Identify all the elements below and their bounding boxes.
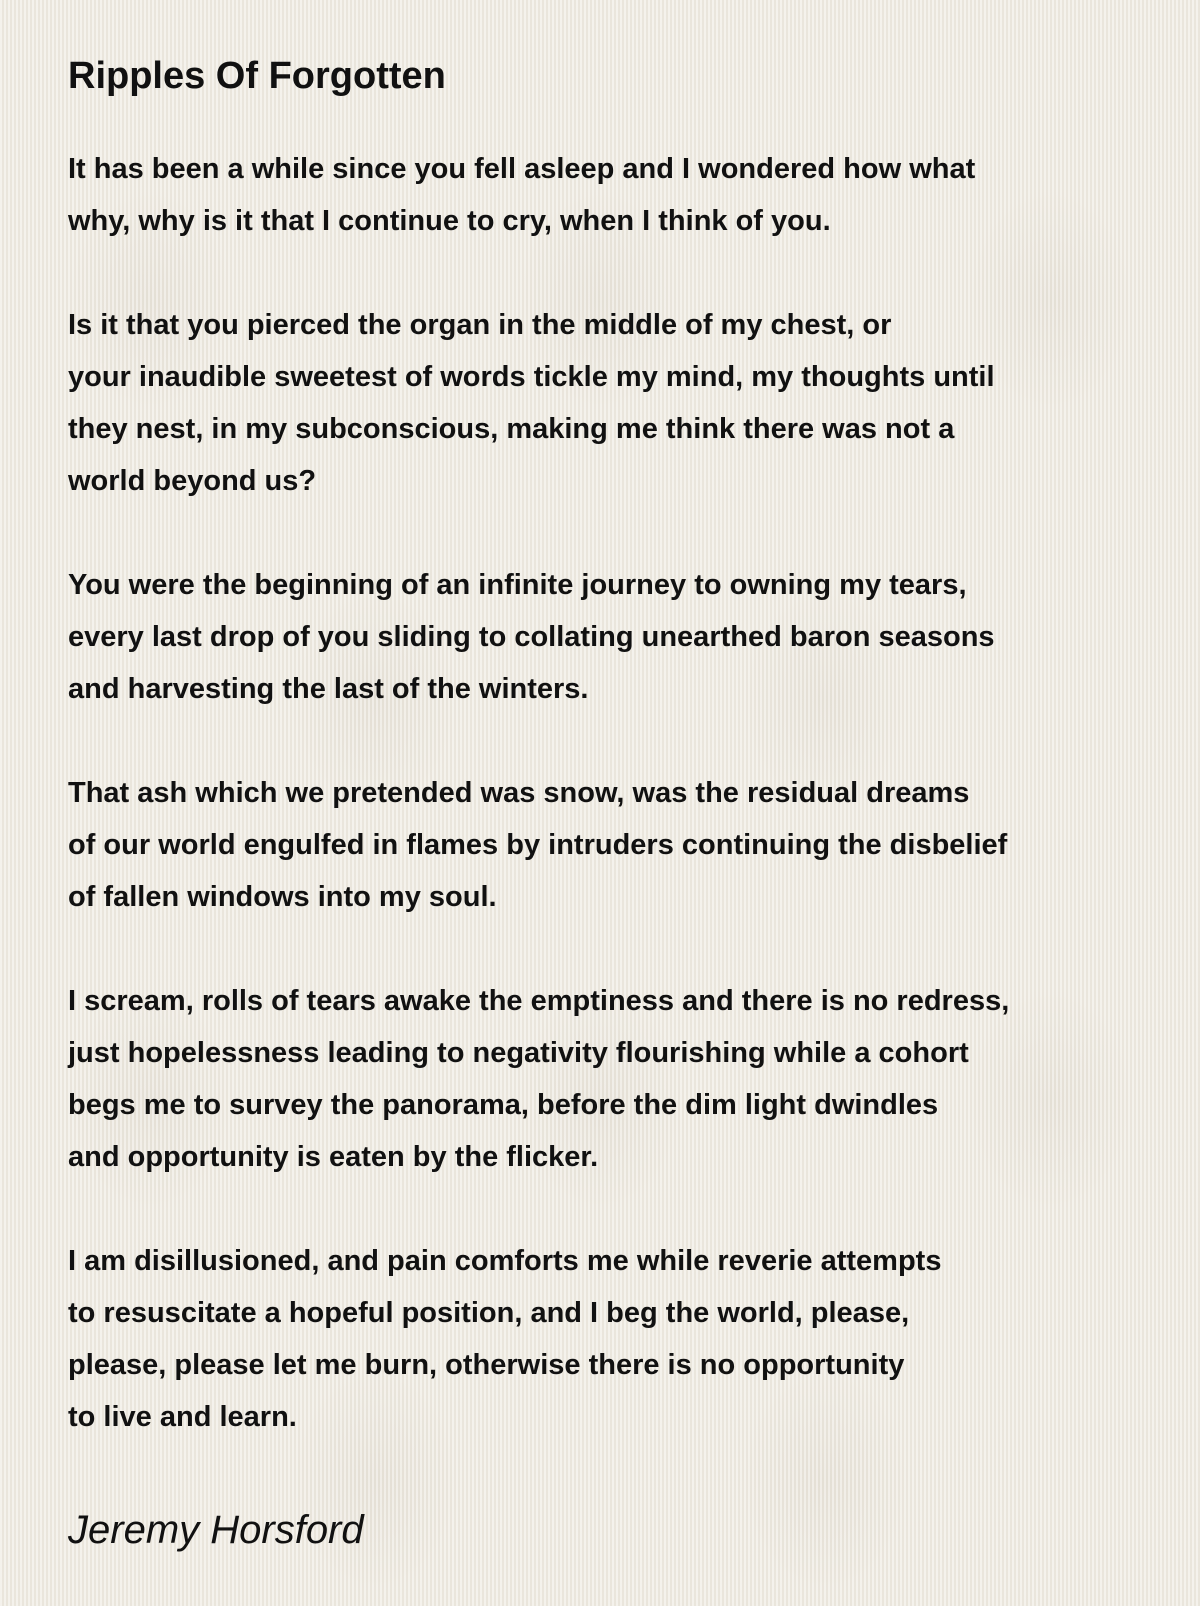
poem-line: they nest, in my subconscious, making me think there was not a — [68, 413, 955, 445]
poem-page — [68, 46, 1178, 1443]
poem-line: and harvesting the last of the winters. — [68, 673, 589, 705]
poem-line: please, please let me burn, otherwise there is no opportunity — [68, 1349, 905, 1381]
poem-line: your inaudible sweetest of words tickle my mind, my thoughts until — [68, 361, 995, 393]
stanza-5 — [68, 975, 1178, 1183]
poem-line: Is it that you pierced the organ in the middle of my chest, or — [68, 309, 892, 341]
poem-line: just hopelessness leading to negativity flourishing while a cohort — [68, 1037, 969, 1069]
poem-line: I scream, rolls of tears awake the emptiness and there is no redress, — [68, 985, 1010, 1017]
poem-line: to live and learn. — [68, 1401, 297, 1433]
poem-author: Jeremy Horsford — [68, 1508, 364, 1552]
stanza-3 — [68, 559, 1178, 715]
poem-line: I am disillusioned, and pain comforts me while reverie attempts — [68, 1245, 942, 1277]
stanza-6 — [68, 1235, 1178, 1443]
poem-line: It has been a while since you fell asleep and I wondered how what — [68, 153, 976, 185]
stanza-2 — [68, 299, 1178, 507]
poem-line: of our world engulfed in flames by intruders continuing the disbelief — [68, 829, 1008, 861]
poem-line: world beyond us? — [68, 465, 317, 497]
poem-line: That ash which we pretended was snow, was the residual dreams — [68, 777, 970, 809]
poem-line: to resuscitate a hopeful position, and I beg the world, please, — [68, 1297, 910, 1329]
poem-body — [68, 143, 1178, 1443]
poem-line: of fallen windows into my soul. — [68, 881, 497, 913]
poem-line: and opportunity is eaten by the flicker. — [68, 1141, 599, 1173]
stanza-4 — [68, 767, 1178, 923]
poem-line: begs me to survey the panorama, before the dim light dwindles — [68, 1089, 939, 1121]
poem-line: You were the beginning of an infinite journey to owning my tears, — [68, 569, 967, 601]
poem-line: every last drop of you sliding to collating unearthed baron seasons — [68, 621, 995, 653]
stanza-1 — [68, 143, 1178, 247]
poem-line: why, why is it that I continue to cry, when I think of you. — [68, 205, 831, 237]
poem-title: Ripples Of Forgotten — [68, 55, 446, 97]
